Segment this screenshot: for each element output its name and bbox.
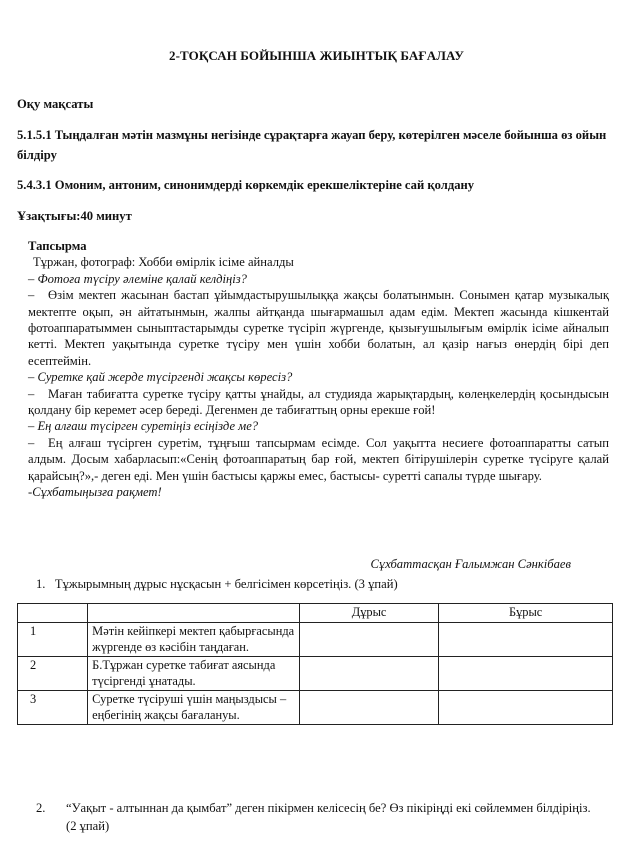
header-cell-statement bbox=[88, 604, 300, 623]
incorrect-answer-cell[interactable] bbox=[439, 623, 613, 657]
header-cell-correct: Дұрыс bbox=[299, 604, 438, 623]
answer-1-text: Өзім мектеп жасынан бастап ұйымдастырушылыққа жақсы болатынмын. Сонымен қатар музыкалық мектепте оқып, ән айтатынмын, жалпы айтқанда шығармашыл адам едім. Мектеп жасында кішкентай фотоаппаратыммен сыныптастарымды суретке түсіріп жүргенде, қызығушылығым өмірлік ісіме айналып кетті. Мектеп уақытында суретке түсіру мен үшін хобби болатын, ал қазір нағыз өнердің бірі деп есептеймін. bbox=[28, 288, 609, 368]
task-subtitle: Тұржан, фотограф: Хобби өмірлік ісіме айналды bbox=[33, 255, 294, 270]
question-2-number: 2. bbox=[36, 801, 46, 815]
header-cell-incorrect: Бұрыс bbox=[439, 604, 613, 623]
correct-answer-cell[interactable] bbox=[299, 623, 438, 657]
objective-1: 5.1.5.1 Тыңдалған мәтін мазмұны негізінде сұрақтарға жауап беру, көтерілген мәселе бойынша өз ойын білдіру bbox=[17, 128, 607, 162]
row-statement: Б.Тұржан суретке табиғат аясында түсіргенді ұнатады. bbox=[88, 657, 300, 691]
objectives-heading: Оқу мақсаты bbox=[17, 97, 94, 111]
table-row bbox=[18, 657, 613, 691]
row-statement: Суретке түсіруші үшін маңыздысы – еңбегінің жақсы бағалануы. bbox=[88, 691, 300, 725]
answer-3-text: Ең алғаш түсірген суретім, тұңғыш тапсырмам есімде. Сол уақытта несиеге фотоаппаратты сатып алдым. Досым хабарласып:«Сенің фотоаппаратың бар ғой, мектеп бітірушілерін суретке түсіруге қалай қарайсың?»,- деген еді. Мен үшін бастысы қаржы емес, бастысы- суретті сапалы түрде шығару. bbox=[28, 435, 609, 483]
table-row bbox=[18, 691, 613, 725]
table-header-row bbox=[18, 604, 613, 623]
correct-answer-cell[interactable] bbox=[299, 691, 438, 725]
question-1 bbox=[36, 577, 398, 592]
interviewer-signature: Сұхбаттасқан Ғалымжан Сәнкібаев bbox=[370, 557, 571, 571]
interview-question-3: – Ең алғаш түсірген суретіңіз есіңізде ме? bbox=[28, 419, 259, 434]
question-2-text: “Уақыт - алтыннан да қымбат” деген пікірмен келісесің бе? Өз пікіріңді екі сөйлеммен білдіріңіз. (2 ұпай) bbox=[66, 801, 591, 833]
incorrect-answer-cell[interactable] bbox=[439, 657, 613, 691]
incorrect-answer-cell[interactable] bbox=[439, 691, 613, 725]
page-title: 2-ТОҚСАН БОЙЫНША ЖИЫНТЫҚ БАҒАЛАУ bbox=[169, 48, 464, 63]
answer-table bbox=[17, 603, 613, 725]
row-number: 2 bbox=[18, 657, 88, 691]
task-block bbox=[28, 238, 609, 501]
row-statement: Мәтін кейіпкері мектеп қабырғасында жүргенде өз кәсібін таңдаған. bbox=[88, 623, 300, 657]
duration: Ұзақтығы:40 минут bbox=[17, 209, 132, 223]
task-heading: Тапсырма bbox=[28, 239, 87, 253]
answer-dash: – bbox=[28, 435, 35, 450]
row-number: 1 bbox=[18, 623, 88, 657]
interview-answer-1 bbox=[28, 287, 609, 369]
interview-answer-2 bbox=[28, 386, 609, 419]
header-cell-number bbox=[18, 604, 88, 623]
answer-dash: – bbox=[28, 386, 35, 401]
interview-answer-3 bbox=[28, 435, 609, 484]
answer-2-text: Маған табиғатта суретке түсіру қатты ұнайды, ал студияда жарықтардың, көлеңкелердің қосындысын қолдану бір керемет әсер береді. Дегенмен де табиғаттың орны ерекше ғой! bbox=[28, 386, 609, 418]
table-row bbox=[18, 623, 613, 657]
interview-question-1: – Фотоға түсіру әлеміне қалай келдіңіз? bbox=[28, 271, 247, 286]
interview-question-2: – Суретке қай жерде түсіргенді жақсы көресіз? bbox=[28, 370, 293, 385]
interview-thanks: -Сұхбатыңызға рақмет! bbox=[28, 485, 162, 500]
question-1-text: Тұжырымның дұрыс нұсқасын + белгісімен көрсетіңіз. (3 ұпай) bbox=[54, 577, 398, 591]
correct-answer-cell[interactable] bbox=[299, 657, 438, 691]
question-2 bbox=[36, 800, 596, 835]
objective-2: 5.4.3.1 Омоним, антоним, синонимдерді көркемдік ерекшеліктеріне сай қолдану bbox=[17, 178, 475, 192]
row-number: 3 bbox=[18, 691, 88, 725]
answer-dash: – bbox=[28, 288, 35, 303]
question-1-number: 1. bbox=[36, 577, 46, 591]
